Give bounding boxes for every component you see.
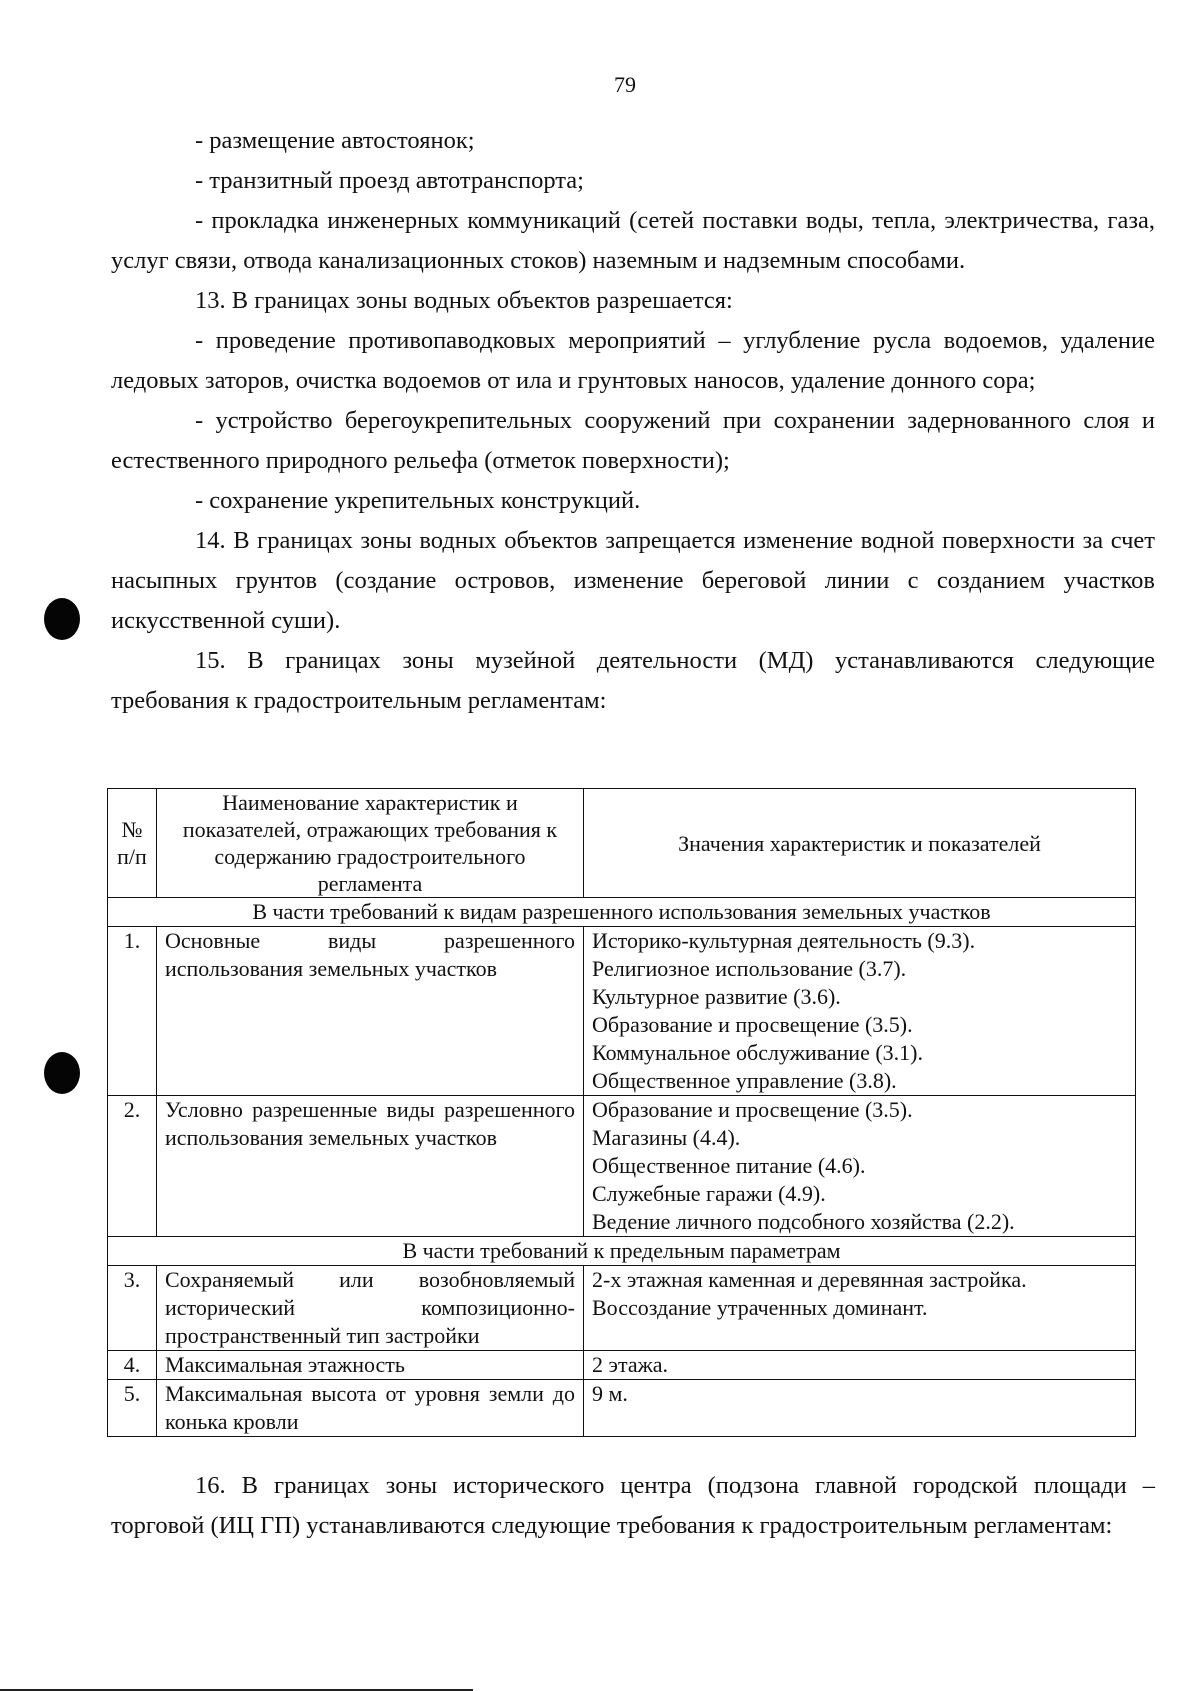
row-number: 5. (108, 1380, 157, 1437)
value-item: Воссоздание утраченных доминант. (592, 1295, 928, 1320)
row-values (584, 927, 1136, 1096)
value-item: 2-х этажная каменная и деревянная застройка. (592, 1267, 1027, 1292)
paragraph: 14. В границах зоны водных объектов запрещается изменение водной поверхности за счет насыпных грунтов (создание островов, изменение береговой линии с созданием участков искусственной суши). (111, 527, 1155, 634)
header-name: Наименование характеристик и показателей, отражающих требования к содержанию градостроительного регламента (157, 789, 584, 898)
row-values (584, 1266, 1136, 1351)
paragraph: 15. В границах зоны музейной деятельности (МД) устанавливаются следующие требования к градостроительным регламентам: (111, 647, 1155, 714)
value-item: Образование и просвещение (3.5). (592, 1097, 913, 1122)
row-value: 2 этажа. (584, 1351, 1136, 1380)
punch-hole-mark (44, 598, 80, 640)
row-values (584, 1096, 1136, 1237)
body-text-after-table (111, 1466, 1155, 1546)
value-item: Общественное управление (3.8). (592, 1068, 897, 1093)
value-item: Историко-культурная деятельность (9.3). (592, 928, 976, 953)
value-item: Общественное питание (4.6). (592, 1153, 866, 1178)
row-name: Максимальная этажность (157, 1351, 584, 1380)
requirements-table (107, 788, 1136, 1437)
value-item: Образование и просвещение (3.5). (592, 1012, 913, 1037)
table-row (108, 1380, 1136, 1437)
table-section-row (108, 898, 1136, 927)
table-row (108, 1266, 1136, 1351)
value-item: Ведение личного подсобного хозяйства (2.2). (592, 1209, 1015, 1234)
paragraph: - прокладка инженерных коммуникаций (сетей поставки воды, тепла, электричества, газа, услуг связи, отвода канализационных стоков) наземным и надземным способами. (111, 207, 1155, 274)
page-number: 79 (614, 72, 636, 97)
paragraph: 16. В границах зоны исторического центра (подзона главной городской площади – торговой (ИЦ ГП) устанавливаются следующие требования к градостроительным регламентам: (111, 1472, 1155, 1539)
row-number: 1. (108, 927, 157, 1096)
header-num: № п/п (108, 789, 157, 898)
paragraph: 13. В границах зоны водных объектов разрешается: (195, 287, 733, 314)
table-row (108, 1096, 1136, 1237)
row-number: 2. (108, 1096, 157, 1237)
row-value: 9 м. (584, 1380, 1136, 1437)
value-item: Религиозное использование (3.7). (592, 956, 907, 981)
paragraph: - размещение автостоянок; (195, 127, 475, 154)
row-number: 4. (108, 1351, 157, 1380)
row-number: 3. (108, 1266, 157, 1351)
body-text (111, 121, 1155, 721)
row-name: Условно разрешенные виды разрешенного использования земельных участков (157, 1096, 584, 1237)
value-item: Коммунальное обслуживание (3.1). (592, 1040, 923, 1065)
paragraph: - проведение противопаводковых мероприятий – углубление русла водоемов, удаление ледовых заторов, очистка водоемов от ила и грунтовых наносов, удаление донного сора; (111, 327, 1155, 394)
row-name: Основные виды разрешенного использования земельных участков (157, 927, 584, 1096)
value-item: Служебные гаражи (4.9). (592, 1181, 826, 1206)
section-title: В части требований к предельным параметрам (108, 1237, 1136, 1266)
table-section-row (108, 1237, 1136, 1266)
header-value: Значения характеристик и показателей (584, 789, 1136, 898)
table-row (108, 1351, 1136, 1380)
paragraph: - транзитный проезд автотранспорта; (195, 167, 584, 194)
punch-hole-mark (44, 1052, 80, 1094)
paragraph: - сохранение укрепительных конструкций. (195, 487, 641, 514)
paragraph: - устройство берегоукрепительных сооружений при сохранении задернованного слоя и естественного природного рельефа (отметок поверхности); (111, 407, 1155, 474)
value-item: Магазины (4.4). (592, 1125, 741, 1150)
table-row (108, 927, 1136, 1096)
row-name: Максимальная высота от уровня земли до конька кровли (157, 1380, 584, 1437)
row-name: Сохраняемый или возобновляемый исторический композиционно-пространственный тип застройки (157, 1266, 584, 1351)
table-header-row (108, 789, 1136, 898)
value-item: Культурное развитие (3.6). (592, 984, 841, 1009)
section-title: В части требований к видам разрешенного использования земельных участков (108, 898, 1136, 927)
